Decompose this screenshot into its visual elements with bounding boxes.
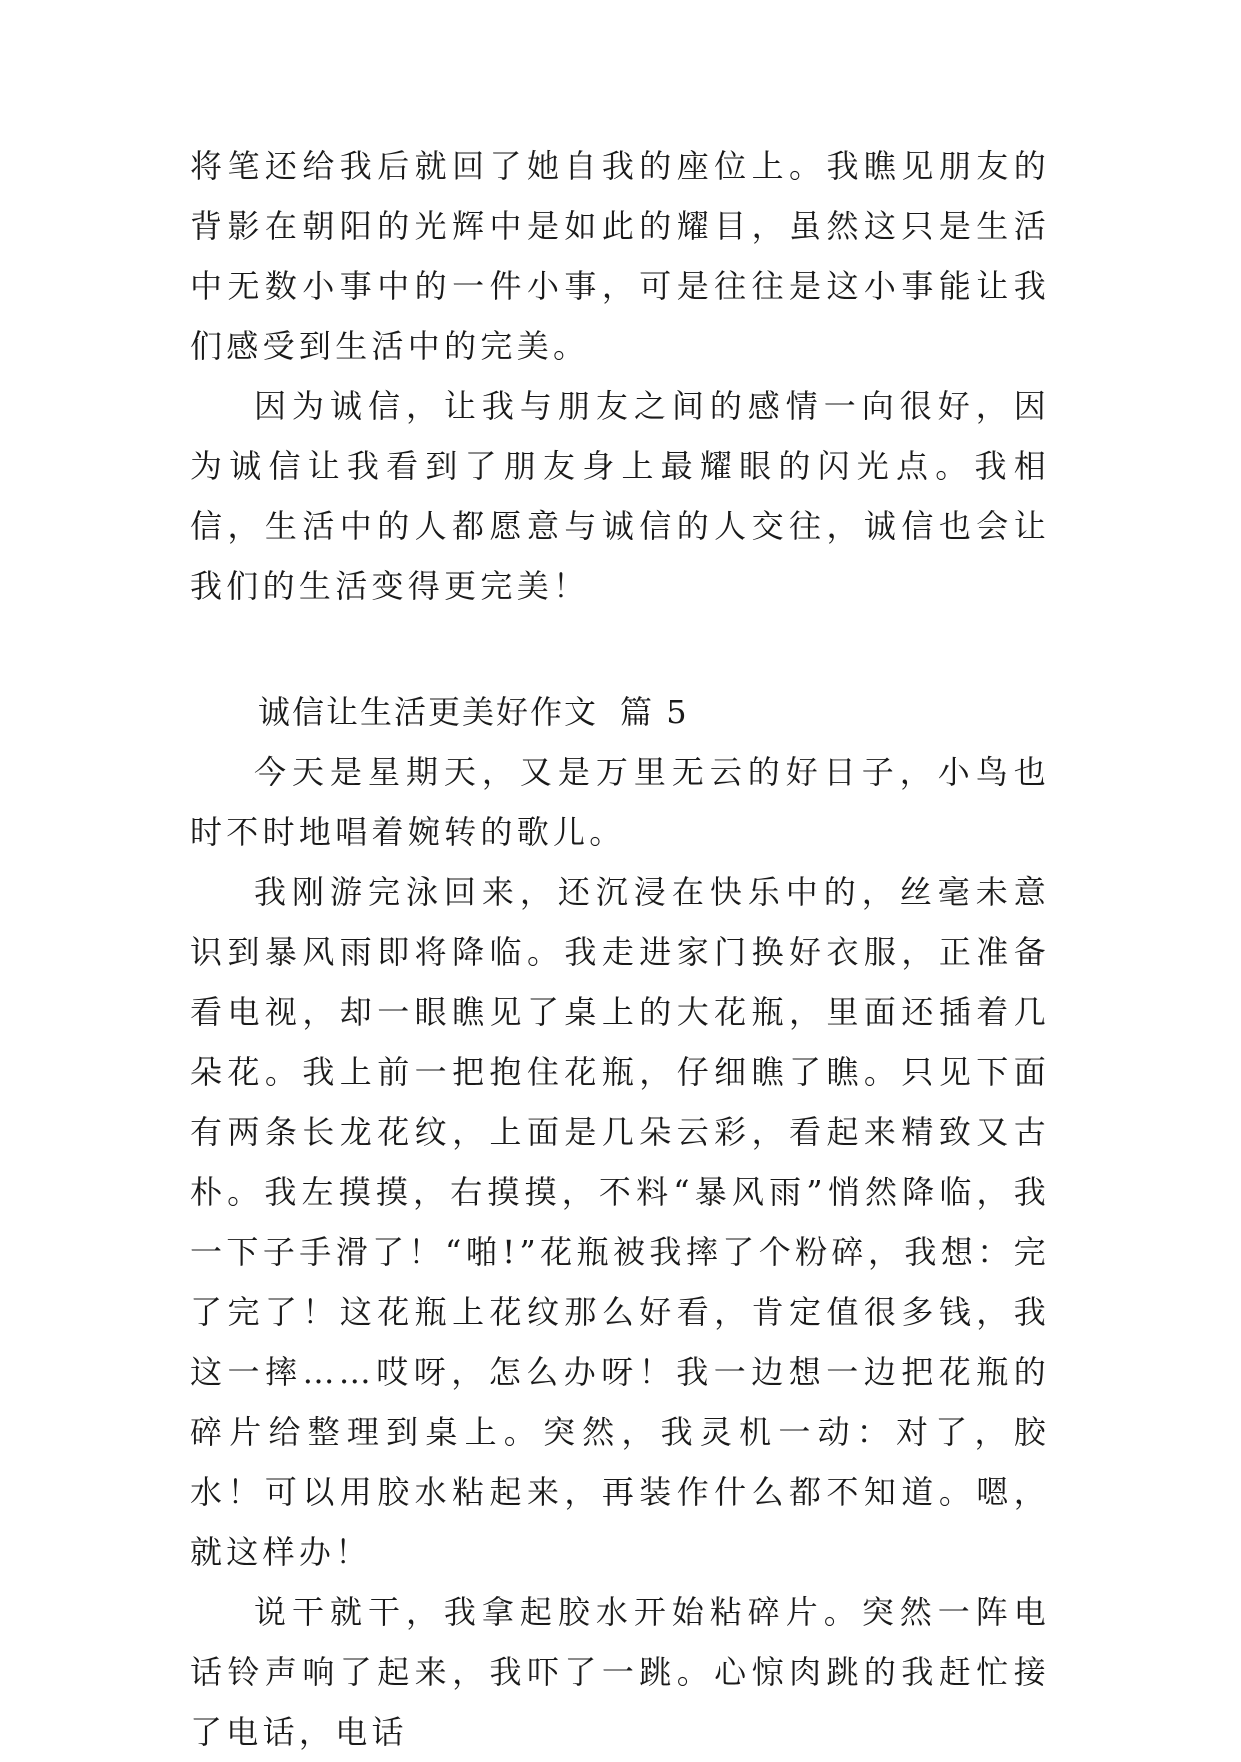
paragraph-continued: 将笔还给我后就回了她自我的座位上。我瞧见朋友的背影在朝阳的光辉中是如此的耀目，虽然这只是生活中无数小事中的一件小事，可是往往是这小事能让我们感受到生活中的完美。: [190, 147, 1050, 365]
section-heading: [258, 682, 689, 742]
section-b-body: [190, 742, 1050, 1762]
paragraph-honesty-friendship: 因为诚信，让我与朋友之间的感情一向很好，因为诚信让我看到了朋友身上最耀眼的闪光点。我相信，生活中的人都愿意与诚信的人交往，诚信也会让我们的生活变得更完美！: [190, 387, 1050, 605]
paragraph-sunday: 今天是星期天，又是万里无云的好日子，小鸟也时不时地唱着婉转的歌儿。: [190, 753, 1050, 851]
heading-part-number: 篇 5: [620, 693, 689, 731]
paragraph-vase-broken: 我刚游完泳回来，还沉浸在快乐中的，丝毫未意识到暴风雨即将降临。我走进家门换好衣服，正准备看电视，却一眼瞧见了桌上的大花瓶，里面还插着几朵花。我上前一把抱住花瓶，仔细瞧了瞧。只见下面有两条长龙花纹，上面是几朵云彩，看起来精致又古朴。我左摸摸，右摸摸，不料“暴风雨”悄然降临，我一下子手滑了！“啪!”花瓶被我摔了个粉碎，我想：完了完了！这花瓶上花纹那么好看，肯定值很多钱，我这一摔……哎呀，怎么办呀！我一边想一边把花瓶的碎片给整理到桌上。突然，我灵机一动：对了，胶水！可以用胶水粘起来，再装作什么都不知道。嗯，就这样办！: [190, 873, 1050, 1571]
paragraph-glue-phone: 说干就干，我拿起胶水开始粘碎片。突然一阵电话铃声响了起来，我吓了一跳。心惊肉跳的我赶忙接了电话，电话: [190, 1593, 1050, 1751]
section-a-body: [190, 136, 1050, 616]
heading-title: 诚信让生活更美好作文: [258, 693, 599, 731]
